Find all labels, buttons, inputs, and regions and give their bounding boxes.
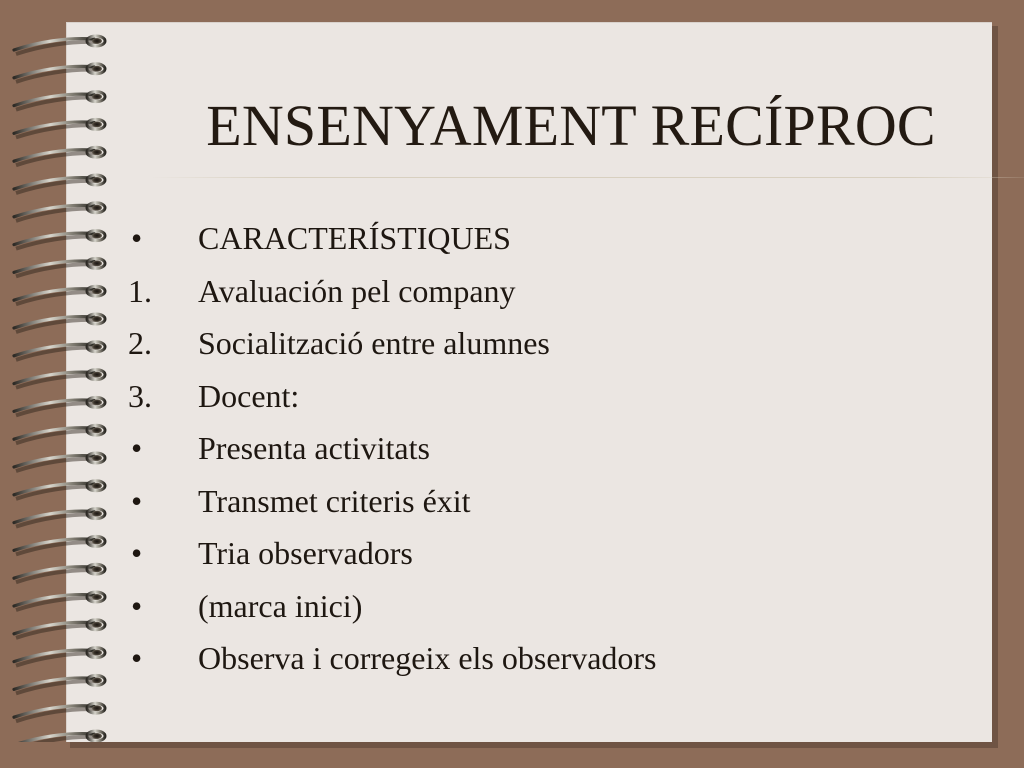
spiral-ring: [14, 64, 105, 82]
list-item: [128, 273, 968, 326]
list-item: [128, 378, 968, 431]
spiral-ring: [14, 258, 105, 276]
list-item: [128, 640, 968, 693]
spiral-ring: [14, 453, 105, 471]
bullet-marker: •: [131, 482, 143, 519]
slide-title: ENSENYAMENT RECÍPROC: [206, 93, 936, 158]
list-item-text: CARACTERÍSTIQUES: [198, 220, 511, 256]
spiral-ring: [14, 231, 105, 249]
spiral-ring: [14, 620, 105, 638]
spiral-binding-icon: [0, 22, 120, 742]
spiral-ring: [14, 175, 105, 193]
spiral-ring: [14, 425, 105, 443]
bullet-marker: •: [131, 587, 143, 624]
spiral-ring: [14, 147, 105, 165]
spiral-ring: [14, 481, 105, 499]
spiral-ring: [14, 203, 105, 221]
bullet-marker: •: [131, 640, 143, 676]
bullet-marker: •: [131, 535, 143, 571]
spiral-ring: [14, 314, 105, 332]
list-item: [128, 483, 968, 536]
spiral-ring: [14, 397, 105, 415]
spiral-ring: [14, 36, 105, 54]
number-marker: 3.: [128, 377, 152, 414]
list-item: [128, 325, 968, 378]
number-marker: 1.: [128, 272, 152, 309]
list-item-text: Presenta activitats: [198, 430, 430, 466]
spiral-ring: [14, 370, 105, 388]
list-item-text: Avaluación pel company: [198, 272, 516, 309]
spiral-ring: [14, 731, 105, 742]
spiral-ring: [14, 509, 105, 527]
spiral-ring: [14, 342, 105, 360]
bullet-marker: •: [131, 220, 143, 256]
spiral-ring: [14, 703, 105, 721]
list-item: [128, 588, 968, 641]
spiral-ring: [14, 675, 105, 693]
spiral-ring: [14, 92, 105, 110]
list-item-text: Observa i corregeix els observadors: [198, 640, 657, 676]
list-item-text: Tria observadors: [198, 535, 413, 571]
spiral-ring: [14, 648, 105, 666]
spiral-ring: [14, 286, 105, 304]
spiral-ring: [14, 536, 105, 554]
list-item-text: Socialització entre alumnes: [198, 325, 550, 361]
title-divider: [150, 177, 1024, 178]
list-item-text: Docent:: [198, 377, 300, 414]
list-item: [128, 535, 968, 588]
notebook-page: [66, 22, 992, 742]
bullet-marker: •: [131, 430, 143, 466]
number-marker: 2.: [128, 325, 152, 361]
list-item: [128, 220, 968, 273]
list-item-text: Transmet criteris éxit: [198, 482, 471, 519]
spiral-ring: [14, 592, 105, 610]
bullet-list: [128, 220, 968, 693]
spiral-ring: [14, 564, 105, 582]
list-item-text: (marca inici): [198, 587, 363, 624]
list-item: [128, 430, 968, 483]
spiral-ring: [14, 119, 105, 137]
